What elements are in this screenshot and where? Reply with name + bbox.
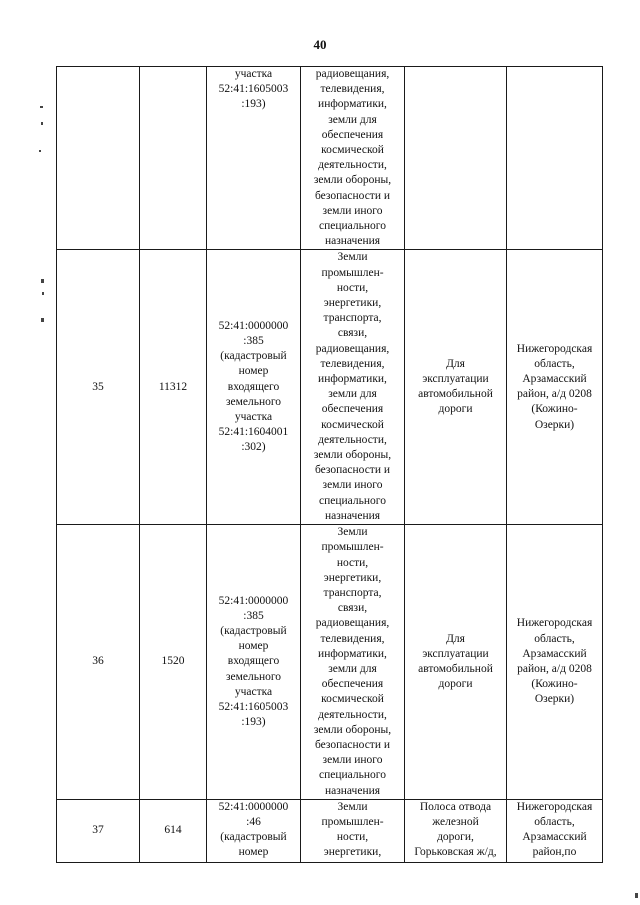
purpose-cell: Для эксплуатации автомобильной дороги (405, 525, 507, 800)
scan-artifact (40, 106, 43, 108)
table-row (57, 250, 603, 525)
area-cell: 11312 (140, 250, 207, 525)
purpose-cell: Полоса отвода железной дороги, Горьковская ж/д, (405, 799, 507, 862)
area-cell: 1520 (140, 525, 207, 800)
cadastral-number-cell: участка 52:41:1605003 :193) (207, 67, 301, 250)
land-category-cell: Земли промышлен- ности, энергетики, транспорта, связи, радиовещания, телевидения, информатики, земли для обеспечения космической деятельности, земли обороны, безопасности и земли иного специального назначения (301, 250, 405, 525)
row-number-cell: 35 (57, 250, 140, 525)
row-number-cell (57, 67, 140, 250)
table-row (57, 799, 603, 862)
table-row (57, 525, 603, 800)
table-row (57, 67, 603, 250)
row-number-cell: 36 (57, 525, 140, 800)
scan-artifact (41, 318, 44, 322)
scan-artifact (39, 150, 41, 152)
location-cell (507, 67, 603, 250)
land-category-cell: радиовещания, телевидения, информатики, земли для обеспечения космической деятельности, земли обороны, безопасности и земли иного специального назначения (301, 67, 405, 250)
area-cell (140, 67, 207, 250)
scan-artifact (42, 292, 44, 295)
land-plots-table (56, 66, 603, 863)
scan-artifact (635, 893, 638, 898)
scan-artifact (41, 279, 44, 283)
cadastral-number-cell: 52:41:0000000 :46 (кадастровый номер (207, 799, 301, 862)
area-cell: 614 (140, 799, 207, 862)
purpose-cell: Для эксплуатации автомобильной дороги (405, 250, 507, 525)
land-category-cell: Земли промышлен- ности, энергетики, (301, 799, 405, 862)
scan-artifact (41, 122, 43, 125)
location-cell: Нижегородская область, Арзамасский район,по (507, 799, 603, 862)
purpose-cell (405, 67, 507, 250)
cadastral-number-cell: 52:41:0000000 :385 (кадастровый номер входящего земельного участка 52:41:1605003 :193) (207, 525, 301, 800)
land-category-cell: Земли промышлен- ности, энергетики, транспорта, связи, радиовещания, телевидения, информатики, земли для обеспечения космической деятельности, земли обороны, безопасности и земли иного специального назначения (301, 525, 405, 800)
cadastral-number-cell: 52:41:0000000 :385 (кадастровый номер входящего земельного участка 52:41:1604001 :302) (207, 250, 301, 525)
location-cell: Нижегородская область, Арзамасский район, а/д 0208 (Кожино- Озерки) (507, 250, 603, 525)
row-number-cell: 37 (57, 799, 140, 862)
location-cell: Нижегородская область, Арзамасский район, а/д 0208 (Кожино- Озерки) (507, 525, 603, 800)
page-number: 40 (313, 37, 327, 52)
